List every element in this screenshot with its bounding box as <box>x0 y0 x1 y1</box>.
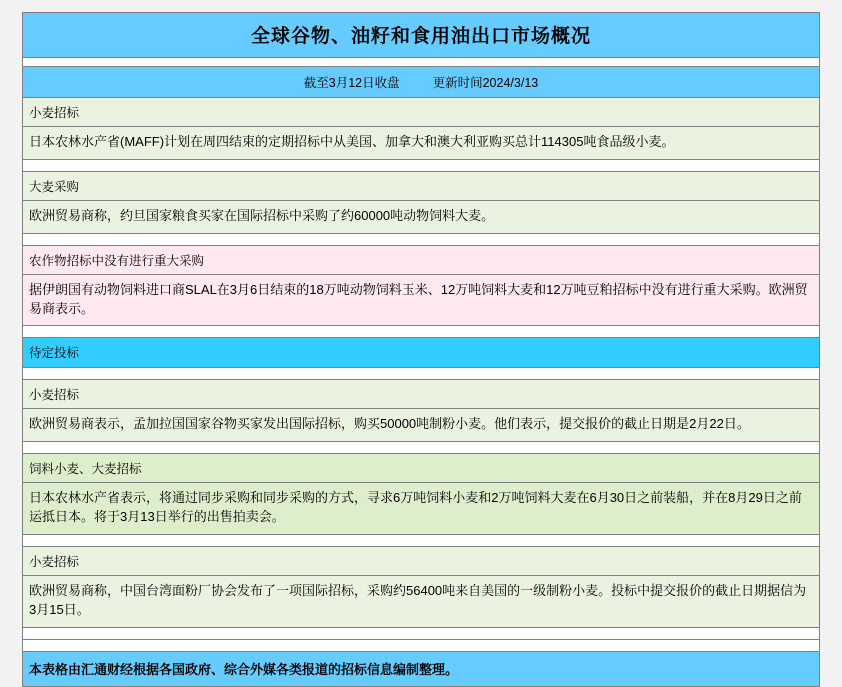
as-of-label: 截至3月12日收盘 <box>303 76 400 90</box>
pending-item-text: 欧洲贸易商称，中国台湾面粉厂协会发布了一项国际招标，采购约56400吨来自美国的一级制粉小麦。投标中提交报价的截止日期据信为3月15日。 <box>23 576 819 628</box>
subheader-row <box>23 67 819 98</box>
page-title: 全球谷物、油籽和食用油出口市场概况 <box>23 13 819 58</box>
section-category: 小麦招标 <box>23 98 819 127</box>
gap-row <box>23 234 819 246</box>
section-text: 欧洲贸易商称，约旦国家粮食买家在国际招标中采购了约60000吨动物饲料大麦。 <box>23 201 819 234</box>
section-text: 据伊朗国有动物饲料进口商SLAL在3月6日结束的18万吨动物饲料玉米、12万吨饲料大麦和12万吨豆粕招标中没有进行重大采购。欧洲贸易商表示。 <box>23 275 819 327</box>
section-category: 农作物招标中没有进行重大采购 <box>23 246 819 275</box>
gap-row <box>23 535 819 547</box>
pending-item-category: 小麦招标 <box>23 380 819 409</box>
updated-label: 更新时间2024/3/13 <box>432 76 539 90</box>
pending-item-category: 小麦招标 <box>23 547 819 576</box>
pending-item-text: 日本农林水产省表示，将通过同步采购和同步采购的方式，寻求6万吨饲料小麦和2万吨饲料大麦在6月30日之前装船，并在8月29日之前运抵日本。将于3月13日举行的出售拍卖会。 <box>23 483 819 535</box>
gap-row <box>23 628 819 640</box>
section-category: 大麦采购 <box>23 172 819 201</box>
gap-row <box>23 640 819 652</box>
gap-row <box>23 160 819 172</box>
footer-note: 本表格由汇通财经根据各国政府、综合外媒各类报道的招标信息编制整理。 <box>23 652 819 686</box>
gap-row <box>23 368 819 380</box>
gap-row <box>23 326 819 338</box>
title-spacer-row <box>23 58 819 67</box>
spreadsheet-sheet <box>22 12 820 687</box>
pending-item-category: 饲料小麦、大麦招标 <box>23 454 819 483</box>
pending-band-label: 待定投标 <box>23 338 819 368</box>
pending-item-text: 欧洲贸易商表示，孟加拉国国家谷物买家发出国际招标，购买50000吨制粉小麦。他们表示，提交报价的截止日期是2月22日。 <box>23 409 819 442</box>
gap-row <box>23 442 819 454</box>
section-text: 日本农林水产省(MAFF)计划在周四结束的定期招标中从美国、加拿大和澳大利亚购买总计114305吨食品级小麦。 <box>23 127 819 160</box>
